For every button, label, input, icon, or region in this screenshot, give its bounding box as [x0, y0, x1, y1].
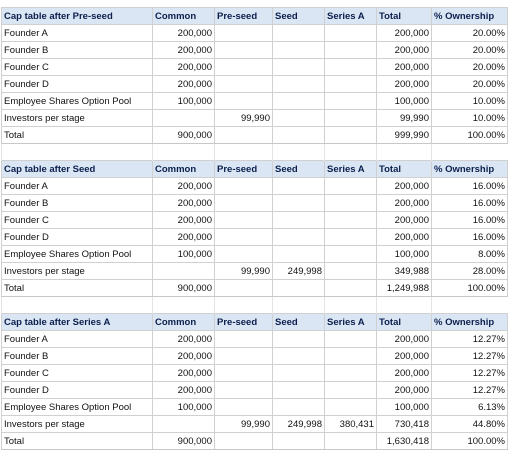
header-cell-col-total[interactable]: Total — [377, 161, 432, 178]
value-cell[interactable] — [273, 59, 325, 76]
spacer-cell[interactable] — [325, 297, 377, 314]
spacer-cell[interactable] — [377, 297, 432, 314]
value-cell[interactable]: 16.00% — [432, 229, 508, 246]
value-cell[interactable]: 100.00% — [432, 280, 508, 297]
value-cell[interactable] — [325, 25, 377, 42]
header-cell-col-common[interactable]: Common — [153, 314, 215, 331]
value-cell[interactable]: 200,000 — [377, 348, 432, 365]
value-cell[interactable] — [325, 365, 377, 382]
row-label-cell[interactable]: Founder A — [2, 25, 153, 42]
value-cell[interactable] — [215, 280, 273, 297]
header-cell-col-ownership[interactable]: % Ownership — [432, 314, 508, 331]
value-cell[interactable] — [325, 59, 377, 76]
spacer-cell[interactable] — [215, 144, 273, 161]
header-cell-col-common[interactable]: Common — [153, 8, 215, 25]
row-label-cell[interactable]: Founder B — [2, 348, 153, 365]
value-cell[interactable] — [325, 433, 377, 450]
row-label-cell[interactable]: Founder D — [2, 382, 153, 399]
row-label-cell[interactable]: Founder B — [2, 195, 153, 212]
value-cell[interactable] — [215, 212, 273, 229]
header-cell-col-series-a[interactable]: Series A — [325, 8, 377, 25]
value-cell[interactable] — [273, 76, 325, 93]
value-cell[interactable] — [215, 42, 273, 59]
table-row — [2, 433, 508, 450]
spacer-cell[interactable] — [273, 297, 325, 314]
value-cell[interactable]: 20.00% — [432, 42, 508, 59]
value-cell[interactable] — [215, 246, 273, 263]
header-cell-section-title[interactable]: Cap table after Series A — [2, 314, 153, 331]
value-cell[interactable]: 349,988 — [377, 263, 432, 280]
value-cell[interactable]: 200,000 — [153, 229, 215, 246]
value-cell[interactable]: 200,000 — [377, 331, 432, 348]
value-cell[interactable] — [273, 195, 325, 212]
row-label-cell[interactable]: Employee Shares Option Pool — [2, 399, 153, 416]
value-cell[interactable] — [215, 399, 273, 416]
table-row — [2, 365, 508, 382]
table-row — [2, 212, 508, 229]
value-cell[interactable]: 8.00% — [432, 246, 508, 263]
value-cell[interactable]: 100,000 — [153, 246, 215, 263]
value-cell[interactable]: 100.00% — [432, 127, 508, 144]
value-cell[interactable]: 10.00% — [432, 93, 508, 110]
value-cell[interactable]: 200,000 — [377, 25, 432, 42]
value-cell[interactable]: 99,990 — [215, 110, 273, 127]
table-row — [2, 93, 508, 110]
spacer-cell[interactable] — [432, 297, 508, 314]
value-cell[interactable] — [153, 416, 215, 433]
value-cell[interactable] — [325, 110, 377, 127]
table-row — [2, 416, 508, 433]
value-cell[interactable] — [153, 110, 215, 127]
value-cell[interactable]: 200,000 — [153, 331, 215, 348]
value-cell[interactable]: 200,000 — [153, 365, 215, 382]
header-cell-col-pre-seed[interactable]: Pre-seed — [215, 8, 273, 25]
value-cell[interactable]: 12.27% — [432, 348, 508, 365]
value-cell[interactable]: 28.00% — [432, 263, 508, 280]
value-cell[interactable] — [215, 59, 273, 76]
value-cell[interactable]: 16.00% — [432, 212, 508, 229]
spacer-cell[interactable] — [325, 144, 377, 161]
header-cell-col-series-a[interactable]: Series A — [325, 314, 377, 331]
value-cell[interactable]: 20.00% — [432, 25, 508, 42]
header-cell-col-pre-seed[interactable]: Pre-seed — [215, 161, 273, 178]
row-label-cell[interactable]: Founder A — [2, 178, 153, 195]
header-cell-section-title[interactable]: Cap table after Seed — [2, 161, 153, 178]
table-row — [2, 59, 508, 76]
spacer-cell[interactable] — [153, 297, 215, 314]
value-cell[interactable]: 900,000 — [153, 127, 215, 144]
value-cell[interactable]: 200,000 — [153, 195, 215, 212]
header-cell-col-total[interactable]: Total — [377, 8, 432, 25]
value-cell[interactable]: 200,000 — [377, 382, 432, 399]
value-cell[interactable] — [273, 433, 325, 450]
value-cell[interactable]: 249,998 — [273, 263, 325, 280]
value-cell[interactable] — [215, 331, 273, 348]
value-cell[interactable] — [153, 263, 215, 280]
cap-table-sheet — [1, 7, 508, 450]
value-cell[interactable] — [215, 178, 273, 195]
value-cell[interactable]: 200,000 — [377, 59, 432, 76]
value-cell[interactable] — [215, 365, 273, 382]
header-cell-col-pre-seed[interactable]: Pre-seed — [215, 314, 273, 331]
value-cell[interactable] — [215, 229, 273, 246]
value-cell[interactable]: 200,000 — [153, 212, 215, 229]
value-cell[interactable] — [273, 382, 325, 399]
value-cell[interactable]: 1,630,418 — [377, 433, 432, 450]
header-cell-section-title[interactable]: Cap table after Pre-seed — [2, 8, 153, 25]
value-cell[interactable]: 100,000 — [153, 399, 215, 416]
header-cell-col-total[interactable]: Total — [377, 314, 432, 331]
value-cell[interactable] — [325, 229, 377, 246]
table-row — [2, 178, 508, 195]
value-cell[interactable]: 200,000 — [377, 229, 432, 246]
value-cell[interactable]: 100,000 — [153, 93, 215, 110]
value-cell[interactable] — [273, 229, 325, 246]
value-cell[interactable] — [325, 280, 377, 297]
spacer-row — [2, 297, 508, 314]
value-cell[interactable] — [325, 382, 377, 399]
row-label-cell[interactable]: Employee Shares Option Pool — [2, 93, 153, 110]
value-cell[interactable]: 900,000 — [153, 280, 215, 297]
row-label-cell[interactable]: Investors per stage — [2, 263, 153, 280]
value-cell[interactable] — [273, 212, 325, 229]
value-cell[interactable] — [273, 42, 325, 59]
row-label-cell[interactable]: Founder D — [2, 76, 153, 93]
value-cell[interactable] — [215, 25, 273, 42]
row-label-cell[interactable]: Founder C — [2, 212, 153, 229]
value-cell[interactable] — [273, 331, 325, 348]
header-cell-col-seed[interactable]: Seed — [273, 161, 325, 178]
header-row — [2, 314, 508, 331]
value-cell[interactable] — [325, 399, 377, 416]
value-cell[interactable]: 1,249,988 — [377, 280, 432, 297]
row-label-cell[interactable]: Employee Shares Option Pool — [2, 246, 153, 263]
value-cell[interactable]: 99,990 — [377, 110, 432, 127]
value-cell[interactable] — [215, 93, 273, 110]
value-cell[interactable]: 999,990 — [377, 127, 432, 144]
table-row — [2, 127, 508, 144]
header-cell-col-common[interactable]: Common — [153, 161, 215, 178]
value-cell[interactable] — [215, 382, 273, 399]
table-row — [2, 229, 508, 246]
value-cell[interactable]: 200,000 — [377, 365, 432, 382]
value-cell[interactable] — [273, 365, 325, 382]
value-cell[interactable] — [325, 195, 377, 212]
value-cell[interactable] — [273, 280, 325, 297]
value-cell[interactable] — [215, 195, 273, 212]
value-cell[interactable]: 200,000 — [153, 42, 215, 59]
value-cell[interactable]: 200,000 — [377, 178, 432, 195]
spacer-row — [2, 144, 508, 161]
spacer-cell[interactable] — [377, 144, 432, 161]
table-row — [2, 25, 508, 42]
table-row — [2, 76, 508, 93]
header-cell-col-seed[interactable]: Seed — [273, 314, 325, 331]
header-cell-col-ownership[interactable]: % Ownership — [432, 8, 508, 25]
value-cell[interactable]: 900,000 — [153, 433, 215, 450]
value-cell[interactable]: 200,000 — [377, 212, 432, 229]
spacer-cell[interactable] — [215, 297, 273, 314]
value-cell[interactable]: 100,000 — [377, 93, 432, 110]
value-cell[interactable]: 99,990 — [215, 263, 273, 280]
spacer-cell[interactable] — [432, 144, 508, 161]
value-cell[interactable] — [325, 212, 377, 229]
value-cell[interactable] — [273, 110, 325, 127]
value-cell[interactable]: 44.80% — [432, 416, 508, 433]
header-cell-col-ownership[interactable]: % Ownership — [432, 161, 508, 178]
value-cell[interactable]: 730,418 — [377, 416, 432, 433]
value-cell[interactable] — [273, 127, 325, 144]
value-cell[interactable] — [325, 178, 377, 195]
header-row — [2, 8, 508, 25]
table-row — [2, 110, 508, 127]
value-cell[interactable]: 16.00% — [432, 178, 508, 195]
value-cell[interactable]: 12.27% — [432, 331, 508, 348]
value-cell[interactable]: 200,000 — [153, 178, 215, 195]
row-label-cell[interactable]: Founder C — [2, 59, 153, 76]
value-cell[interactable]: 200,000 — [153, 348, 215, 365]
table-row — [2, 195, 508, 212]
row-label-cell[interactable]: Founder D — [2, 229, 153, 246]
value-cell[interactable]: 16.00% — [432, 195, 508, 212]
value-cell[interactable]: 200,000 — [377, 76, 432, 93]
value-cell[interactable]: 100.00% — [432, 433, 508, 450]
value-cell[interactable] — [215, 76, 273, 93]
row-label-cell[interactable]: Founder C — [2, 365, 153, 382]
value-cell[interactable]: 20.00% — [432, 59, 508, 76]
table-row — [2, 348, 508, 365]
value-cell[interactable]: 200,000 — [153, 76, 215, 93]
value-cell[interactable] — [325, 348, 377, 365]
table-row — [2, 246, 508, 263]
value-cell[interactable] — [325, 263, 377, 280]
value-cell[interactable]: 200,000 — [153, 59, 215, 76]
value-cell[interactable] — [325, 76, 377, 93]
table-row — [2, 331, 508, 348]
value-cell[interactable]: 200,000 — [153, 382, 215, 399]
value-cell[interactable] — [273, 399, 325, 416]
value-cell[interactable]: 10.00% — [432, 110, 508, 127]
value-cell[interactable]: 100,000 — [377, 246, 432, 263]
header-row — [2, 161, 508, 178]
table-row — [2, 382, 508, 399]
table-row — [2, 399, 508, 416]
value-cell[interactable]: 380,431 — [325, 416, 377, 433]
spacer-cell[interactable] — [153, 144, 215, 161]
value-cell[interactable]: 249,998 — [273, 416, 325, 433]
value-cell[interactable]: 200,000 — [377, 195, 432, 212]
value-cell[interactable] — [325, 93, 377, 110]
value-cell[interactable] — [325, 42, 377, 59]
value-cell[interactable]: 99,990 — [215, 416, 273, 433]
row-label-cell[interactable]: Total — [2, 433, 153, 450]
value-cell[interactable] — [273, 348, 325, 365]
value-cell[interactable]: 12.27% — [432, 382, 508, 399]
value-cell[interactable] — [325, 127, 377, 144]
value-cell[interactable] — [325, 331, 377, 348]
value-cell[interactable] — [273, 178, 325, 195]
spacer-cell[interactable] — [273, 144, 325, 161]
header-cell-col-seed[interactable]: Seed — [273, 8, 325, 25]
table-row — [2, 42, 508, 59]
row-label-cell[interactable]: Total — [2, 280, 153, 297]
row-label-cell[interactable]: Investors per stage — [2, 110, 153, 127]
row-label-cell[interactable]: Total — [2, 127, 153, 144]
header-cell-col-series-a[interactable]: Series A — [325, 161, 377, 178]
value-cell[interactable] — [215, 127, 273, 144]
row-label-cell[interactable]: Founder A — [2, 331, 153, 348]
value-cell[interactable] — [273, 246, 325, 263]
value-cell[interactable] — [273, 93, 325, 110]
value-cell[interactable]: 200,000 — [153, 25, 215, 42]
value-cell[interactable]: 20.00% — [432, 76, 508, 93]
value-cell[interactable] — [215, 433, 273, 450]
table-row — [2, 280, 508, 297]
value-cell[interactable] — [215, 348, 273, 365]
row-label-cell[interactable]: Founder B — [2, 42, 153, 59]
table-row — [2, 263, 508, 280]
value-cell[interactable]: 200,000 — [377, 42, 432, 59]
value-cell[interactable]: 6.13% — [432, 399, 508, 416]
spacer-cell[interactable] — [2, 297, 153, 314]
value-cell[interactable] — [325, 246, 377, 263]
value-cell[interactable]: 12.27% — [432, 365, 508, 382]
value-cell[interactable] — [273, 25, 325, 42]
spacer-cell[interactable] — [2, 144, 153, 161]
spreadsheet-grid — [1, 7, 508, 450]
row-label-cell[interactable]: Investors per stage — [2, 416, 153, 433]
value-cell[interactable]: 100,000 — [377, 399, 432, 416]
